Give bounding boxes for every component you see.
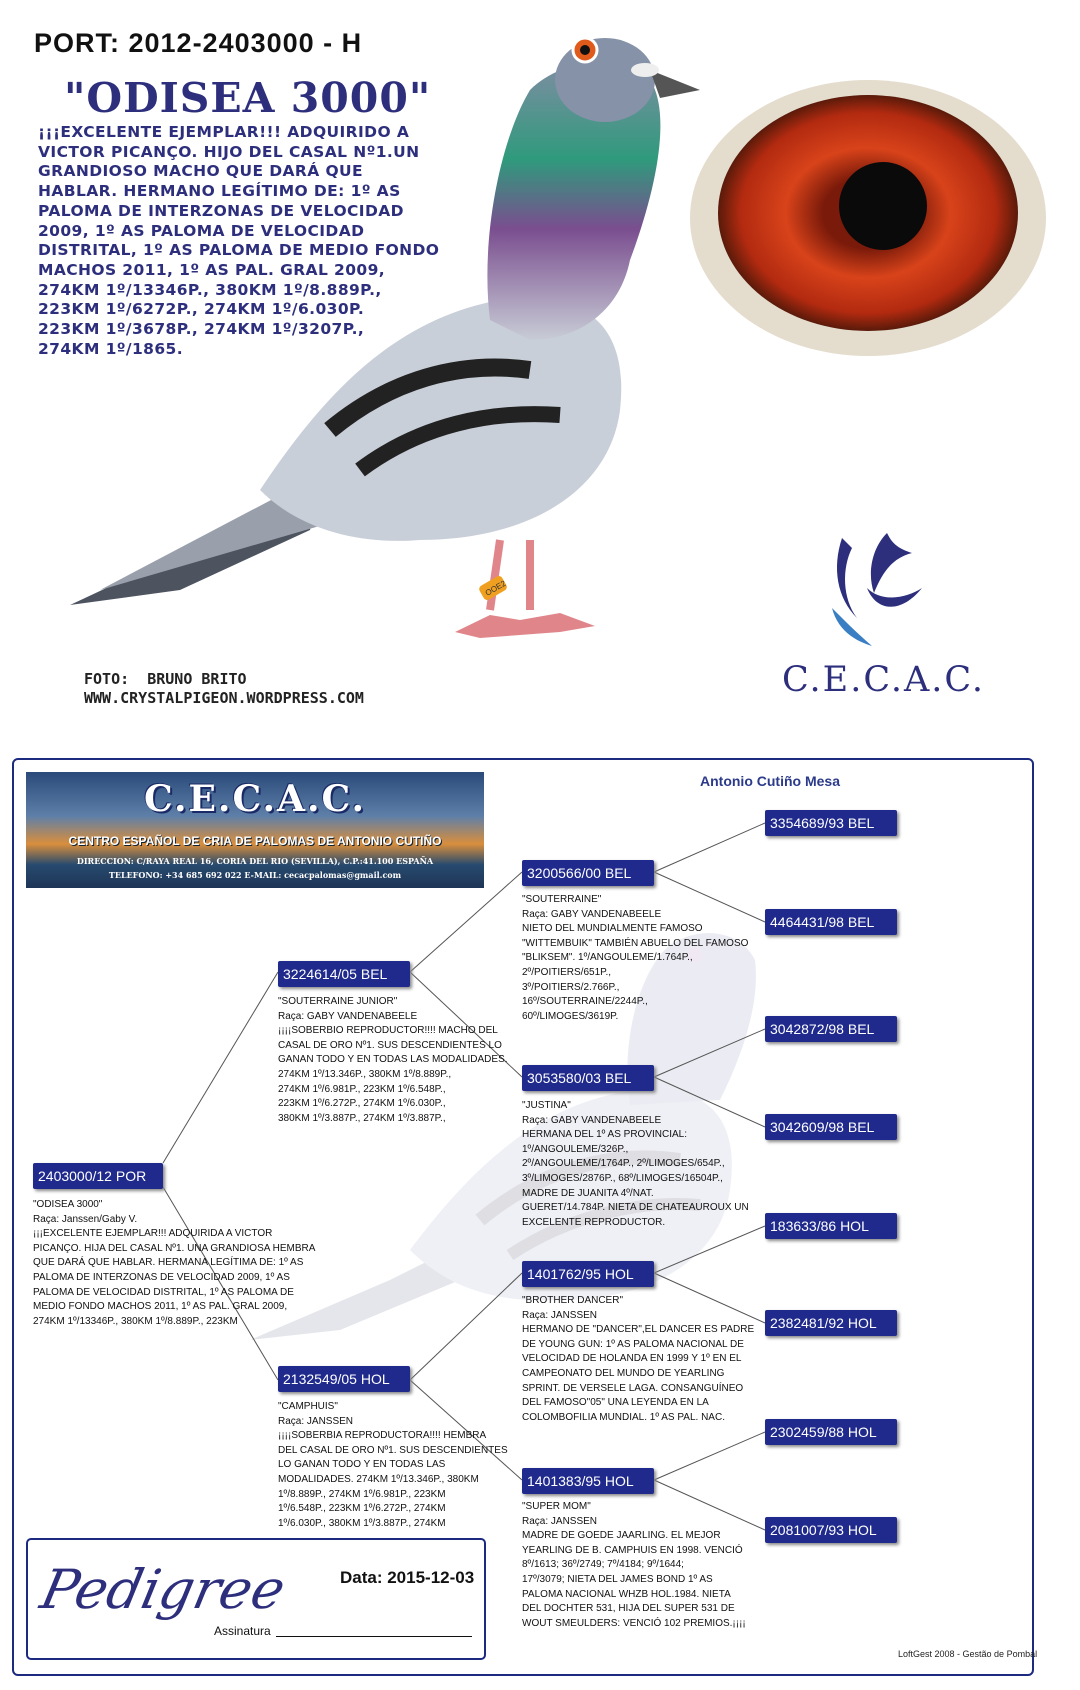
info-line: GUERET/14.784P. NIETA DE CHATEAUROUX UN [522,1202,749,1214]
info-line: 3º/POITIERS/2.766P., [522,981,620,993]
info-line: 380KM 1º/3.887P., 274KM 1º/3.887P., [278,1112,446,1124]
foto-name: BRUNO BRITO [147,670,247,688]
info-line: 3º/LIMOGES/2876P., 68º/LIMOGES/16504P., [522,1172,723,1184]
desc-line: VICTOR PICANÇO. HIJO DEL CASAL Nº1.UN [38,142,420,161]
ggp-box[interactable]: 2081007/93 HOL [765,1517,897,1543]
sire-box[interactable]: 3224614/05 BEL [278,961,410,987]
info-line: 60º/LIMOGES/3619P. [522,1010,619,1022]
info-line: 1º/8.889P., 274KM 1º/6.981P., 223KM [278,1488,446,1500]
footer-credit: LoftGest 2008 - Gestão de Pombal [898,1649,1038,1659]
info-line: PALOMA DE INTERZONAS DE VELOCIDAD 2009, 1º AS [33,1271,290,1283]
ring-number: PORT: 2012-2403000 - H [34,28,363,58]
info-line: DEL DOCHTER 531, HIJA DEL SUPER 531 DE [522,1603,735,1615]
info-line: Raça: JANSSEN [278,1415,354,1427]
ggp-box[interactable]: 4464431/98 BEL [765,909,897,935]
info-line: "BROTHER DANCER" [522,1295,623,1306]
info-line: "JUSTINA" [522,1100,571,1111]
cecac-logo-text: C.E.C.A.C. [782,660,986,700]
subject-info [33,1198,315,1329]
pedigree-word: Pedigree [35,1558,291,1621]
info-line: QUE DARÁ QUE HABLAR. HERMANA LEGÍTIMA DE: 1º AS [33,1257,304,1269]
ring-label: OOE2 [483,578,508,598]
dam-info [278,1400,508,1531]
info-line: PALOMA NACIONAL WHZB HOL.1984. NIETA [522,1588,731,1600]
info-line: 274KM 1º/13.346P., 380KM 1º/8.889P., [278,1068,452,1080]
pigeon-name: "ODISEA 3000" [64,74,432,122]
info-line: 1º/ANGOULEME/326P., [522,1143,629,1155]
info-line: "BLIKSEM". 1º/ANGOULEME/1.764P., [522,952,693,964]
info-line: EXCELENTE REPRODUCTOR. [522,1216,666,1228]
desc-line: ¡¡¡EXCELENTE EJEMPLAR!!! ADQUIRIDO A [38,123,410,141]
breeder-name: Antonio Cutiño Mesa [700,773,840,789]
sd-info [522,1099,749,1230]
info-line: 2º/POITIERS/651P., [522,966,612,978]
info-line: SPRINT. DE VERSELE LAGA. CONSANGUÍNEO [522,1382,744,1394]
info-line: ¡¡¡¡SOBERBIO REPRODUCTOR!!!! MACHO DEL [278,1025,498,1037]
info-line: Raça: JANSSEN [522,1309,598,1321]
sd-box[interactable]: 3053580/03 BEL [522,1065,654,1091]
info-line: MODALIDADES. 274KM 1º/13.346P., 380KM [278,1473,479,1485]
date: Data: 2015-12-03 [340,1568,475,1587]
info-line: VELOCIDAD DE HOLANDA EN 1999 Y 1º EN EL [522,1353,742,1365]
signature-block [26,1538,486,1660]
info-line: Raça: Janssen/Gaby V. [33,1213,138,1225]
info-line: "CAMPHUIS" [278,1401,338,1412]
info-line: 274KM 1º/13346P., 380KM 1º/8.889P., 223KM [33,1315,238,1327]
info-line: DE YOUNG GUN: 1º AS PALOMA NACIONAL DE [522,1338,744,1350]
info-line: ¡¡¡¡SOBERBIA REPRODUCTORA!!!! HEMBRA [278,1430,487,1442]
info-line: DEL CASAL DE ORO Nº1. SUS DESCENDIENTES [278,1444,508,1456]
info-line: "SOUTERRAINE" [522,894,602,905]
info-line: 2º/ANGOULEME/1764P., 2º/LIMOGES/654P., [522,1158,725,1170]
info-line: "ODISEA 3000" [33,1199,103,1210]
info-line: "SOUTERRAINE JUNIOR" [278,996,398,1007]
info-line: 8º/1613; 36º/2749; 7º/4184; 9º/1644; [522,1559,684,1571]
ss-info [522,893,748,1024]
info-line: 16º/SOUTERRAINE/2244P., [522,996,648,1008]
info-line: NIETO DEL MUNDIALMENTE FAMOSO [522,923,703,935]
desc-line: 223KM 1º/3678P., 274KM 1º/3207P., [38,320,365,339]
info-line: "WITTEMBUIK" TAMBIÉN ABUELO DEL FAMOSO [522,937,749,949]
info-line: 274KM 1º/6.981P., 223KM 1º/6.548P., [278,1083,446,1095]
desc-line: 274KM 1º/13346P., 380KM 1º/8.889P., [38,280,382,299]
info-line: 223KM 1º/6.272P., 274KM 1º/6.030P., [278,1098,446,1110]
ggp-box[interactable]: 183633/86 HOL [765,1213,897,1239]
info-line: Raça: GABY VANDENABEELE [522,1114,662,1126]
info-line: PALOMA DE VELOCIDAD DISTRITAL, 1º AS PALOMA DE [33,1286,294,1298]
ss-box[interactable]: 3200566/00 BEL [522,860,654,886]
desc-line: PALOMA DE INTERZONAS DE VELOCIDAD [38,201,404,220]
dd-info [522,1500,746,1631]
desc-line: HABLAR. HERMANO LEGÍTIMO DE: 1º AS [38,182,401,201]
signature-line[interactable] [276,1636,472,1637]
ggp-box[interactable]: 3042609/98 BEL [765,1114,897,1140]
info-line: PICANÇO. HIJA DEL CASAL Nº1. UNA GRANDIOSA HEMBRA [33,1242,316,1254]
ggp-box[interactable]: 3354689/93 BEL [765,810,897,836]
desc-line: MACHOS 2011, 1º AS PAL. GRAL 2009, [38,260,386,279]
desc-line: 223KM 1º/6272P., 274KM 1º/6.030P. [38,300,365,319]
info-line: 17º/3079; NIETA DEL JAMES BOND 1º AS [522,1573,713,1585]
info-line: DEL FAMOSO"05" UNA LEYENDA EN LA [522,1397,709,1409]
info-line: Raça: GABY VANDENABEELE [278,1010,418,1022]
ggp-box[interactable]: 2382481/92 HOL [765,1310,897,1336]
ggp-box[interactable]: 3042872/98 BEL [765,1016,897,1042]
info-line: ¡¡¡EXCELENTE EJEMPLAR!!! ADQUIRIDA A VICTOR [33,1228,273,1240]
info-line: CAMPEONATO DEL MUNDO DE YEARLING [522,1367,725,1379]
info-line: MADRE DE GOEDE JAARLING. EL MEJOR [522,1530,721,1542]
info-line: WOUT SMEULDERS: VENCIÓ 102 PREMIOS.¡¡¡¡ [522,1617,746,1629]
info-line: YEARLING DE B. CAMPHUIS EN 1998. VENCIÓ [522,1544,743,1556]
subject-box[interactable]: 2403000/12 POR [33,1163,163,1189]
info-line: MADRE DE JUANITA 4º/NAT. [522,1187,654,1199]
desc-line: GRANDIOSO MACHO QUE DARÁ QUE [38,162,363,181]
dd-box[interactable]: 1401383/95 HOL [522,1468,654,1494]
info-line: COLOMBOFILIA MUNDIAL. 1º AS PAL. NAC. [522,1411,725,1423]
sire-info [278,995,508,1126]
info-line: MEDIO FONDO MACHOS 2011, 1º AS PAL. GRAL 2009, [33,1301,288,1313]
info-line: 1º/6.030P., 380KM 1º/3.887P., 274KM [278,1517,446,1529]
dam-box[interactable]: 2132549/05 HOL [278,1366,410,1392]
signature-label: Assinatura [214,1624,271,1638]
foto-label: FOTO: [84,670,130,688]
banner-title: C.E.C.A.C. [143,778,367,820]
info-line: "SUPER MOM" [522,1501,591,1512]
info-line: Raça: GABY VANDENABEELE [522,908,662,920]
ds-box[interactable]: 1401762/95 HOL [522,1261,654,1287]
banner-phone: TELEFONO: +34 685 692 022 E-MAIL: cecacpalomas@gmail.com [108,870,402,880]
website: WWW.CRYSTALPIGEON.WORDPRESS.COM [84,689,364,707]
info-line: CASAL DE ORO Nº1. SUS DESCENDIENTES LO [278,1039,502,1051]
desc-line: 2009, 1º AS PALOMA DE VELOCIDAD [38,221,365,240]
banner-subtitle: CENTRO ESPAÑOL DE CRIA DE PALOMAS DE ANTONIO CUTIÑO [68,834,442,848]
info-line: LO GANAN TODO Y EN TODAS LAS [278,1459,446,1471]
banner-address: DIRECCION: C/RAYA REAL 16, CORIA DEL RIO (SEVILLA), C.P.:41.100 ESPAÑA [76,856,434,866]
info-line: HERMANA DEL 1º AS PROVINCIAL: [522,1129,687,1141]
ggp-box[interactable]: 2302459/88 HOL [765,1419,897,1445]
desc-line: 274KM 1º/1865. [38,339,184,358]
info-line: HERMANO DE "DANCER",EL DANCER ES PADRE [522,1324,755,1336]
info-line: Raça: JANSSEN [522,1515,598,1527]
info-line: 1º/6.548P., 223KM 1º/6.272P., 274KM [278,1503,446,1515]
desc-line: DISTRITAL, 1º AS PALOMA DE MEDIO FONDO [38,241,440,260]
ds-info [522,1294,754,1425]
info-line: GANAN TODO Y EN TODAS LAS MODALIDADES. [278,1054,508,1066]
